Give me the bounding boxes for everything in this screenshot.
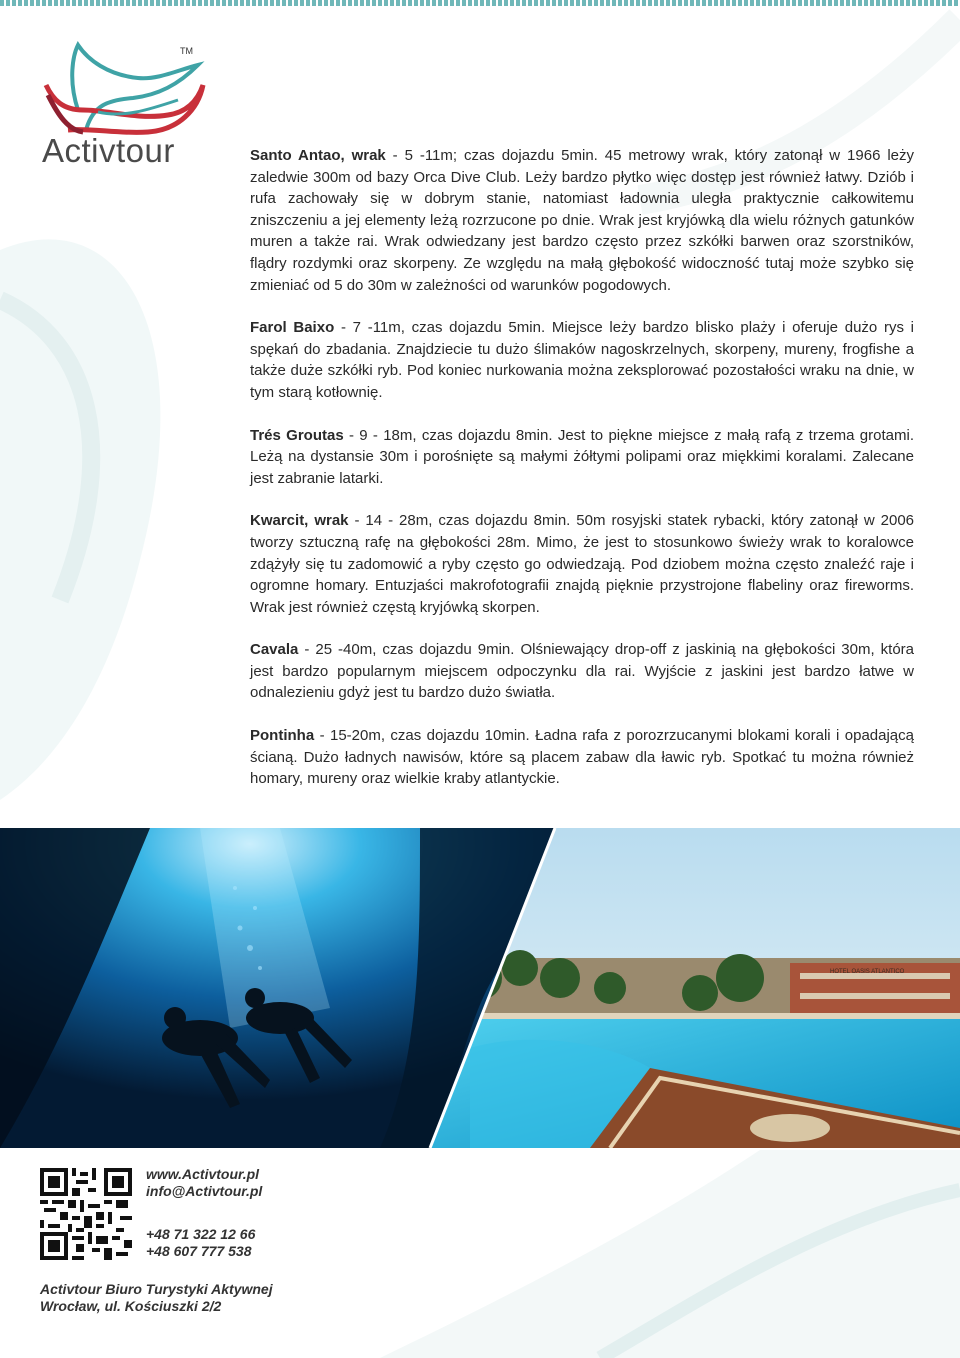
site-name: Cavala	[250, 641, 299, 659]
site-info: - 25 -40m, czas dojazdu 9min.	[298, 641, 515, 659]
site-name: Farol Baixo	[250, 319, 335, 337]
site-info: - 5 -11m; czas dojazdu 5min.	[385, 147, 598, 164]
phone-1: +48 71 322 12 66	[146, 1226, 256, 1242]
site-description: 50m rosyjski statek rybacki, który zatonął w 2006 tworzy sztuczną rafę na głębokości 28m. Mimo, że jest to stosunkowo świeży wrak to koralowce zdążyły się tu zadomowić a ryby często go odwiedzają. Pod dziobem można często znaleźć raje i ogromne homary. Entuzjaści makrofotografii znajdą pięknie przystrojone flabeliny oraz fireworms. Wrak jest również częstą kryjówką skorpen.	[250, 512, 914, 616]
dive-site-tres-groutas	[250, 425, 914, 490]
site-name: Trés Groutas	[250, 426, 344, 444]
dive-site-cavala	[250, 639, 914, 704]
site-description: Miejsce leży bardzo blisko plaży i oferuje dużo rys i spękań do zbadania. Znajdziecie tu dużo ślimaków nagoskrzelnych, skorpeny, mureny, frogfishe a także duże szkółki ryb. Pod koniec nurkowania można zeksplorować pozostałości wraku na dnie, w tym starą kotłownię.	[250, 319, 915, 401]
site-name: Santo Antao, wrak	[250, 147, 386, 164]
logo-text: Activtour	[42, 132, 175, 169]
dive-site-farol-baixo	[250, 317, 914, 403]
site-description: Jest to piękne miejsce z małą rafą z trzema grotami. Leżą na dystansie 30m i porośnięte są małymi żółtymi polipami oraz miękkimi koralami. Zalecane jest zabranie latarki.	[250, 426, 914, 487]
dive-site-pontinha	[250, 725, 914, 790]
dive-sites-content	[250, 145, 914, 811]
trademark-mark: TM	[180, 46, 193, 56]
company-name: Activtour Biuro Turystyki Aktywnej	[40, 1281, 273, 1297]
top-decorative-stripe	[0, 0, 960, 6]
phone-2: +48 607 777 538	[146, 1243, 252, 1259]
website-link[interactable]: www.Activtour.pl	[146, 1166, 260, 1182]
hotel-sign: HOTEL OASIS ATLANTICO	[830, 969, 905, 975]
qr-code-icon	[40, 1168, 132, 1260]
site-info: - 7 -11m, czas dojazdu 5min.	[334, 319, 546, 337]
site-description: Olśniewający drop-off z jaskinią na głębokości 30m, która jest bardzo popularnym miejscem odpoczynku dla rai. Wyjście z jaskini jest bardzo łatwe w odnalezieniu gdyż jest tu bardzo dużo światła.	[250, 641, 914, 702]
email-link[interactable]: info@Activtour.pl	[146, 1183, 263, 1199]
site-info: - 9 - 18m, czas dojazdu 8min.	[343, 426, 553, 444]
photo-collage	[0, 828, 960, 1148]
footer-swoosh	[0, 1150, 960, 1358]
company-address: Wrocław, ul. Kościuszki 2/2	[40, 1298, 222, 1314]
site-name: Pontinha	[250, 727, 315, 745]
site-info: - 14 - 28m, czas dojazdu 8min.	[348, 512, 571, 530]
dive-site-kwarcit	[250, 510, 914, 618]
site-description: 45 metrowy wrak, który zatonął w 1966 leży zaledwie 300m od bazy Orca Dive Club. Leży bardzo płytko więc dostęp jest również łatwy. Dziób i rufa zachowały się w dobrym stanie, natomiast ładownia uległa praktycznie całkowitemu zniszczeniu a jej elementy leżą rozrzucone po dnie. Wrak jest kryjówką dla wielu różnych gatunków muren a także rai. Wrak odwiedzany jest bardzo często przez szkółki barwen oraz szorstników, flądry rozdymki oraz skorpeny. Ze względu na małą głębokość widoczność tutaj może szybko się zmieniać od 5 do 30m w zależności od warunków pogodowych.	[250, 147, 914, 294]
site-description: Ładna rafa z porozrzucanymi blokami korali i opadającą ścianą. Dużo ładnych nawisów, które są placem zabaw dla ławic ryb. Spotkać tu można również homary, mureny oraz wielkie kraby atlantyckie.	[250, 727, 914, 788]
site-info: - 15-20m, czas dojazdu 10min.	[314, 727, 530, 745]
site-name: Kwarcit, wrak	[250, 512, 349, 530]
dive-site-santo-antao	[250, 145, 914, 296]
